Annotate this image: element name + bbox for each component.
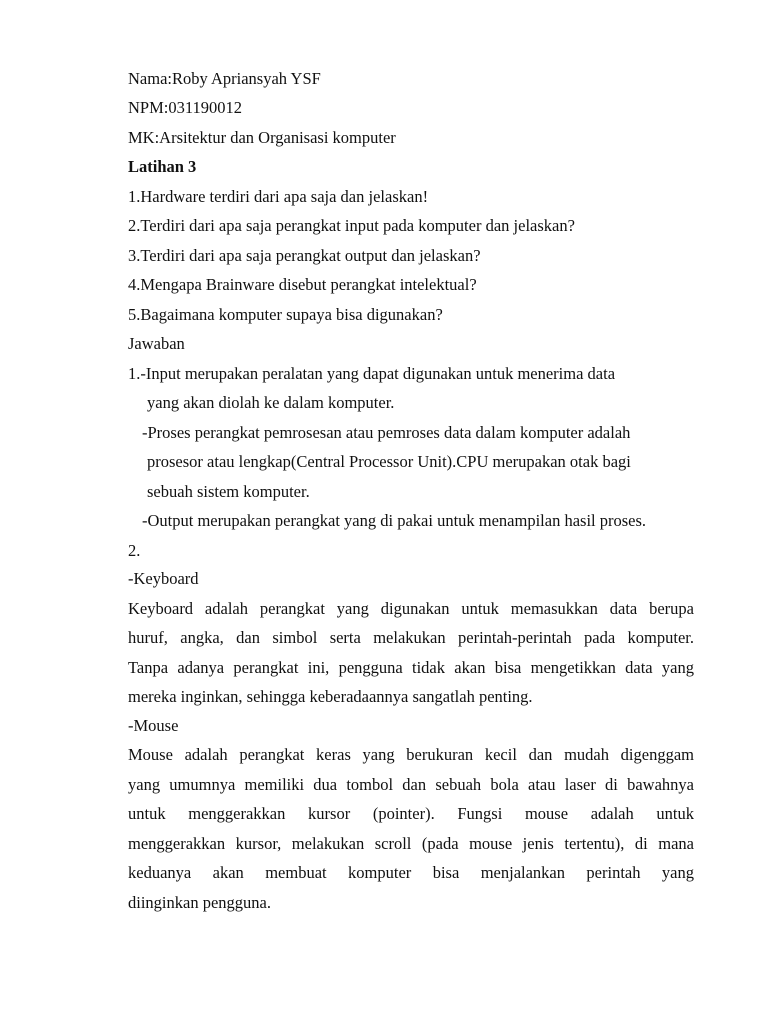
answer-1-input-line: 1.-Input merupakan peralatan yang dapat digunakan untuk menerima data — [128, 364, 616, 383]
answer-1-input-line: yang akan diolah ke dalam komputer. — [147, 393, 395, 412]
keyboard-paragraph-line: mereka inginkan, sehingga keberadaannya sangatlah penting. — [128, 687, 533, 706]
answer-1-proses-line: -Proses perangkat pemrosesan atau pemroses data dalam komputer adalah — [142, 423, 631, 442]
answers-heading: Jawaban — [128, 334, 185, 353]
answer-1-output-line: -Output merupakan perangkat yang di pakai untuk menampilan hasil proses. — [142, 511, 647, 530]
answer-2-number: 2. — [128, 541, 141, 560]
keyboard-heading: -Keyboard — [128, 569, 199, 588]
exercise-title: Latihan 3 — [128, 157, 197, 176]
course-name: MK:Arsitektur dan Organisasi komputer — [128, 128, 396, 147]
question-3: 3.Terdiri dari apa saja perangkat output dan jelaskan? — [128, 246, 481, 265]
question-2: 2.Terdiri dari apa saja perangkat input pada komputer dan jelaskan? — [128, 216, 575, 235]
mouse-paragraph-line: yang umumnya memiliki dua tombol dan sebuah bola atau laser di bawahnya — [128, 775, 694, 794]
question-5: 5.Bagaimana komputer supaya bisa digunakan? — [128, 305, 443, 324]
mouse-paragraph-line: untuk menggerakkan kursor (pointer). Fungsi mouse adalah untuk — [128, 804, 694, 823]
answer-1-proses-line: prosesor atau lengkap(Central Processor Unit).CPU merupakan otak bagi — [147, 452, 631, 471]
mouse-paragraph-line: keduanya akan membuat komputer bisa menjalankan perintah yang — [128, 863, 694, 882]
question-1: 1.Hardware terdiri dari apa saja dan jelaskan! — [128, 187, 429, 206]
answer-1-proses-line: sebuah sistem komputer. — [147, 482, 310, 501]
mouse-heading: -Mouse — [128, 716, 179, 735]
question-4: 4.Mengapa Brainware disebut perangkat intelektual? — [128, 275, 477, 294]
student-name: Nama:Roby Apriansyah YSF — [128, 69, 321, 88]
mouse-paragraph-line: diinginkan pengguna. — [128, 893, 271, 912]
mouse-paragraph-line: menggerakkan kursor, melakukan scroll (pada mouse jenis tertentu), di mana — [128, 834, 694, 853]
student-npm: NPM:031190012 — [128, 98, 242, 117]
mouse-paragraph-line: Mouse adalah perangkat keras yang berukuran kecil dan mudah digenggam — [128, 745, 694, 764]
keyboard-paragraph-line: Keyboard adalah perangkat yang digunakan untuk memasukkan data berupa — [128, 599, 694, 618]
keyboard-paragraph-line: Tanpa adanya perangkat ini, pengguna tidak akan bisa mengetikkan data yang — [128, 658, 694, 677]
keyboard-paragraph-line: huruf, angka, dan simbol serta melakukan perintah-perintah pada komputer. — [128, 628, 694, 647]
